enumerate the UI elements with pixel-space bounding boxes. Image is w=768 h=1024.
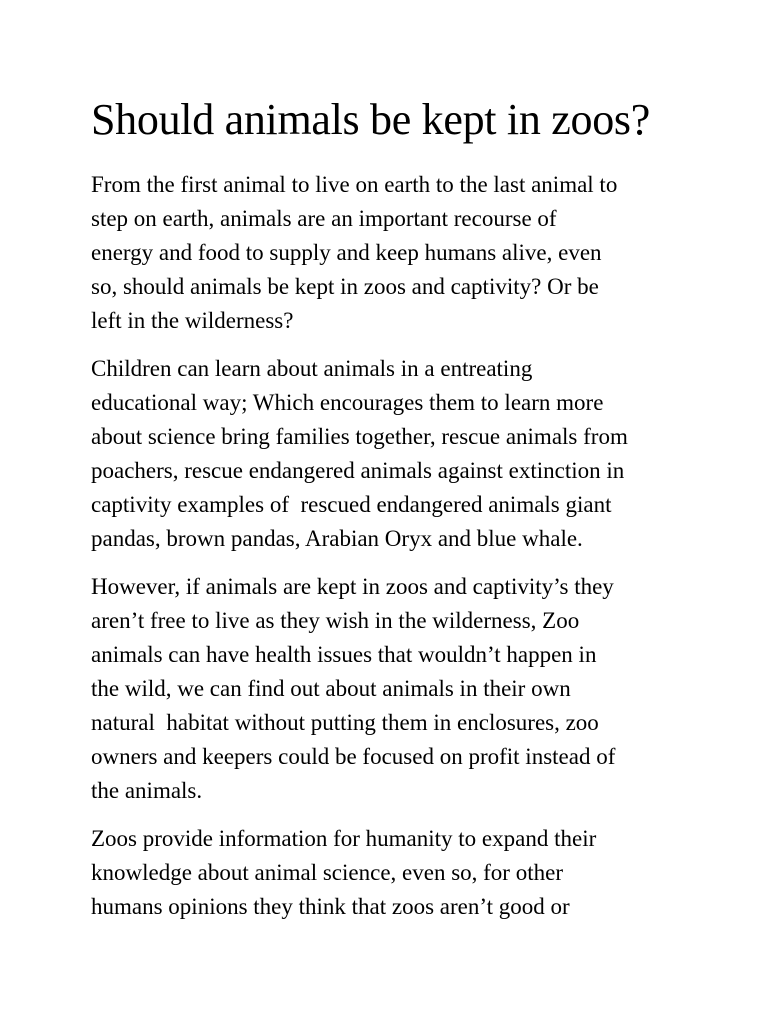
- text-line: the wild, we can find out about animals in their own: [91, 676, 571, 701]
- text-line: Children can learn about animals in a entreating: [91, 356, 533, 381]
- text-line: animals can have health issues that wouldn’t happen in: [91, 642, 597, 667]
- document-title: Should animals be kept in zoos?: [91, 95, 650, 144]
- paragraph-intro: [91, 168, 691, 338]
- text-line: step on earth, animals are an important recourse of: [91, 206, 557, 231]
- text-line: educational way; Which encourages them to learn more: [91, 390, 604, 415]
- text-line: humans opinions they think that zoos aren’t good or: [91, 894, 570, 919]
- text-line: poachers, rescue endangered animals against extinction in: [91, 458, 625, 483]
- text-line: energy and food to supply and keep humans alive, even: [91, 240, 602, 265]
- paragraph-drawbacks: [91, 570, 691, 808]
- text-line: the animals.: [91, 778, 203, 803]
- document-body: [91, 92, 691, 938]
- text-line: captivity examples of rescued endangered animals giant: [91, 492, 612, 517]
- text-line: natural habitat without putting them in enclosures, zoo: [91, 710, 599, 735]
- text-line: left in the wilderness?: [91, 308, 294, 333]
- text-line: about science bring families together, rescue animals from: [91, 424, 628, 449]
- text-line: so, should animals be kept in zoos and captivity? Or be: [91, 274, 599, 299]
- text-line: However, if animals are kept in zoos and captivity’s they: [91, 574, 614, 599]
- text-line: Zoos provide information for humanity to expand their: [91, 826, 597, 851]
- text-line: aren’t free to live as they wish in the wilderness, Zoo: [91, 608, 580, 633]
- text-line: owners and keepers could be focused on profit instead of: [91, 744, 616, 769]
- text-line: From the first animal to live on earth to the last animal to: [91, 172, 618, 197]
- paragraph-benefits: [91, 352, 691, 556]
- paragraph-information: [91, 822, 691, 924]
- text-line: pandas, brown pandas, Arabian Oryx and blue whale.: [91, 526, 583, 551]
- text-line: knowledge about animal science, even so, for other: [91, 860, 563, 885]
